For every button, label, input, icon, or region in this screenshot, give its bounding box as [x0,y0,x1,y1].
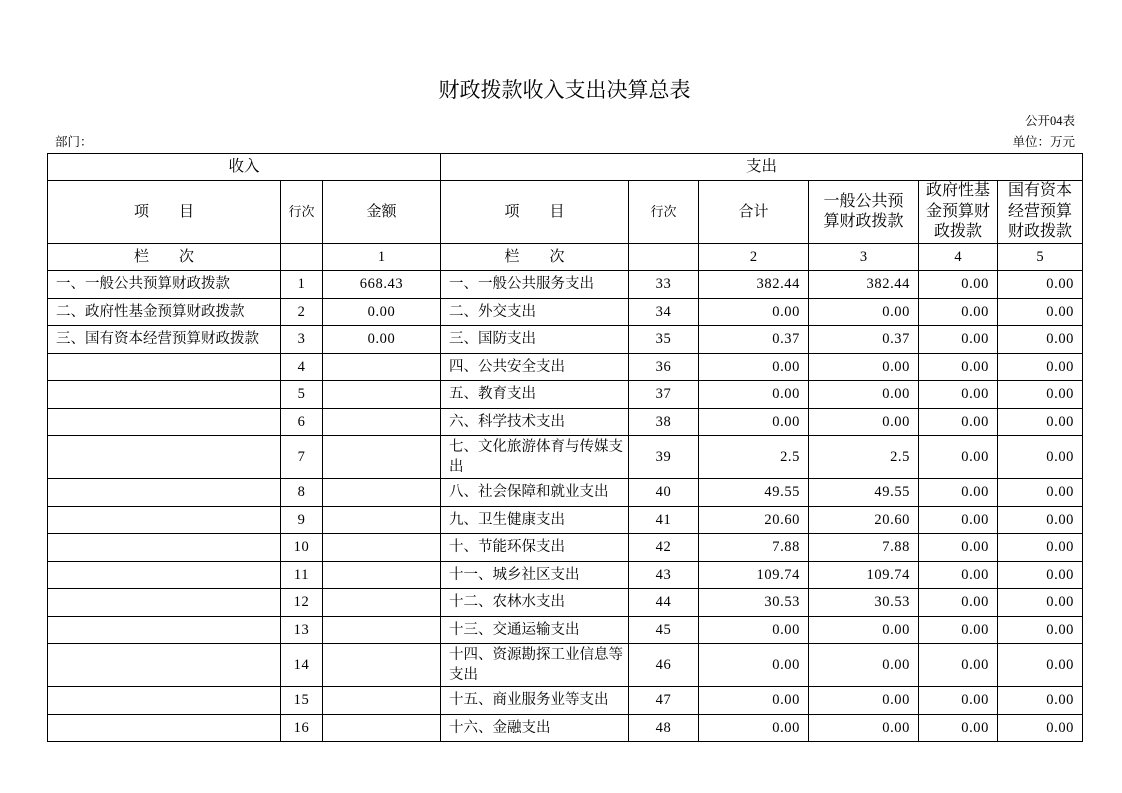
state-capital-cell: 0.00 [998,436,1083,479]
table-row [48,326,1083,354]
total-cell: 0.00 [699,616,809,644]
column-index-1: 1 [323,244,441,271]
gov-fund-cell: 0.00 [919,271,998,299]
expense-column-index-label: 栏 次 [441,244,629,271]
table-row [48,616,1083,644]
total-header: 合计 [699,181,809,244]
income-line-no-header: 行次 [281,181,323,244]
expense-line-no-cell: 37 [629,381,699,409]
income-line-no-cell: 6 [281,408,323,436]
state-capital-cell: 0.00 [998,561,1083,589]
expense-item-cell: 三、国防支出 [441,326,629,354]
expense-line-no-header: 行次 [629,181,699,244]
header-row-columns [48,181,1083,244]
expense-item-cell: 八、社会保障和就业支出 [441,479,629,507]
income-item-cell: 二、政府性基金预算财政拨款 [48,298,281,326]
general-budget-cell: 0.00 [809,381,919,409]
state-capital-cell: 0.00 [998,714,1083,742]
general-budget-cell: 0.00 [809,408,919,436]
gov-fund-cell: 0.00 [919,381,998,409]
column-index-3: 3 [809,244,919,271]
state-capital-cell: 0.00 [998,479,1083,507]
header-row-column-index [48,244,1083,271]
income-item-cell [48,714,281,742]
expense-line-no-cell: 46 [629,644,699,687]
income-line-no-cell: 5 [281,381,323,409]
expense-item-cell: 二、外交支出 [441,298,629,326]
income-item-header: 项 目 [48,181,281,244]
general-budget-cell: 7.88 [809,534,919,562]
table-row [48,436,1083,479]
table-row [48,644,1083,687]
income-amount-cell: 0.00 [323,326,441,354]
income-item-cell [48,408,281,436]
gov-fund-cell: 0.00 [919,687,998,715]
general-budget-cell: 109.74 [809,561,919,589]
state-capital-cell: 0.00 [998,381,1083,409]
expense-item-cell: 四、公共安全支出 [441,353,629,381]
table-row [48,408,1083,436]
department-label: 部门： [55,135,93,149]
income-item-cell [48,687,281,715]
income-item-cell [48,506,281,534]
income-amount-header: 金额 [323,181,441,244]
state-capital-cell: 0.00 [998,616,1083,644]
gov-fund-cell: 0.00 [919,436,998,479]
income-item-cell [48,616,281,644]
income-amount-cell [323,616,441,644]
table-row [48,271,1083,299]
state-capital-cell: 0.00 [998,589,1083,617]
income-item-cell [48,561,281,589]
income-line-no-cell: 13 [281,616,323,644]
table-row [48,298,1083,326]
total-cell: 20.60 [699,506,809,534]
income-line-no-cell: 8 [281,479,323,507]
expense-item-cell: 十六、金融支出 [441,714,629,742]
income-line-no-index-blank [281,244,323,271]
income-line-no-cell: 15 [281,687,323,715]
table-row [48,687,1083,715]
expense-line-no-cell: 43 [629,561,699,589]
total-cell: 0.00 [699,353,809,381]
total-cell: 0.00 [699,644,809,687]
income-item-cell [48,534,281,562]
income-line-no-cell: 12 [281,589,323,617]
gov-fund-cell: 0.00 [919,298,998,326]
table-row [48,534,1083,562]
table-row [48,479,1083,507]
expense-line-no-cell: 35 [629,326,699,354]
expense-line-no-cell: 36 [629,353,699,381]
general-budget-cell: 0.00 [809,616,919,644]
expense-line-no-cell: 40 [629,479,699,507]
total-cell: 0.00 [699,381,809,409]
state-capital-cell: 0.00 [998,271,1083,299]
column-index-4: 4 [919,244,998,271]
income-amount-cell [323,353,441,381]
income-amount-cell [323,534,441,562]
income-line-no-cell: 10 [281,534,323,562]
total-cell: 0.00 [699,408,809,436]
income-line-no-cell: 14 [281,644,323,687]
gov-fund-cell: 0.00 [919,353,998,381]
income-amount-cell [323,714,441,742]
total-cell: 0.00 [699,687,809,715]
income-amount-cell [323,561,441,589]
column-index-2: 2 [699,244,809,271]
general-budget-cell: 0.00 [809,714,919,742]
general-budget-cell: 30.53 [809,589,919,617]
total-cell: 2.5 [699,436,809,479]
state-capital-cell: 0.00 [998,506,1083,534]
state-capital-cell: 0.00 [998,687,1083,715]
expense-item-cell: 十一、城乡社区支出 [441,561,629,589]
table-row [48,561,1083,589]
gov-fund-header [919,181,998,244]
gov-fund-cell: 0.00 [919,534,998,562]
income-section-header: 收入 [48,154,441,181]
gov-fund-cell: 0.00 [919,408,998,436]
expense-item-cell: 五、教育支出 [441,381,629,409]
expense-section-header: 支出 [441,154,1083,181]
income-amount-cell: 668.43 [323,271,441,299]
state-capital-cell: 0.00 [998,408,1083,436]
income-line-no-cell: 16 [281,714,323,742]
form-number: 公开04表 [1024,114,1075,128]
income-item-cell [48,644,281,687]
income-line-no-cell: 9 [281,506,323,534]
income-item-cell [48,353,281,381]
expense-line-no-cell: 33 [629,271,699,299]
total-cell: 7.88 [699,534,809,562]
total-cell: 109.74 [699,561,809,589]
state-capital-cell: 0.00 [998,644,1083,687]
table-body [48,271,1083,742]
column-index-5: 5 [998,244,1083,271]
expense-item-cell: 七、文化旅游体育与传媒支出 [441,436,629,479]
income-item-cell [48,381,281,409]
table-row [48,381,1083,409]
general-budget-cell: 0.37 [809,326,919,354]
general-budget-cell: 2.5 [809,436,919,479]
expense-line-no-cell: 39 [629,436,699,479]
total-cell: 49.55 [699,479,809,507]
final-accounts-table [47,153,1083,742]
gov-fund-cell: 0.00 [919,644,998,687]
table-header [48,154,1083,271]
income-item-cell [48,589,281,617]
income-line-no-cell: 1 [281,271,323,299]
general-budget-cell: 0.00 [809,687,919,715]
table-row [48,353,1083,381]
general-budget-cell: 49.55 [809,479,919,507]
income-amount-cell [323,644,441,687]
table-row [48,589,1083,617]
income-amount-cell [323,687,441,715]
expense-line-no-cell: 47 [629,687,699,715]
expense-item-cell: 一、一般公共服务支出 [441,271,629,299]
state-capital-cell: 0.00 [998,353,1083,381]
unit-label: 单位：万元 [1012,135,1075,149]
income-amount-cell [323,479,441,507]
expense-item-cell: 九、卫生健康支出 [441,506,629,534]
income-item-cell: 三、国有资本经营预算财政拨款 [48,326,281,354]
income-item-cell [48,479,281,507]
expense-item-cell: 十、节能环保支出 [441,534,629,562]
gov-fund-cell: 0.00 [919,561,998,589]
expense-line-no-cell: 41 [629,506,699,534]
income-column-index-label: 栏 次 [48,244,281,271]
general-budget-cell: 0.00 [809,353,919,381]
expense-line-no-cell: 38 [629,408,699,436]
expense-line-no-cell: 45 [629,616,699,644]
expense-line-no-cell: 44 [629,589,699,617]
income-amount-cell [323,436,441,479]
general-budget-header [809,181,919,244]
expense-line-no-cell: 34 [629,298,699,326]
report-title: 财政拨款收入支出决算总表 [438,78,691,102]
total-cell: 382.44 [699,271,809,299]
table-row [48,506,1083,534]
income-amount-cell [323,506,441,534]
state-capital-header-label: 国有资本经营预算财政拨款 [1008,182,1073,241]
gov-fund-cell: 0.00 [919,616,998,644]
state-capital-cell: 0.00 [998,326,1083,354]
income-line-no-cell: 4 [281,353,323,381]
income-line-no-cell: 7 [281,436,323,479]
expense-line-no-index-blank [629,244,699,271]
expense-line-no-cell: 42 [629,534,699,562]
expense-line-no-cell: 48 [629,714,699,742]
expense-item-cell: 六、科学技术支出 [441,408,629,436]
expense-item-cell: 十三、交通运输支出 [441,616,629,644]
income-amount-cell [323,381,441,409]
income-item-cell [48,436,281,479]
state-capital-header [998,181,1083,244]
table-row [48,714,1083,742]
gov-fund-cell: 0.00 [919,714,998,742]
general-budget-cell: 0.00 [809,644,919,687]
gov-fund-header-label: 政府性基金预算财政拨款 [926,182,991,241]
income-item-cell: 一、一般公共预算财政拨款 [48,271,281,299]
total-cell: 0.00 [699,714,809,742]
income-amount-cell [323,589,441,617]
general-budget-cell: 382.44 [809,271,919,299]
gov-fund-cell: 0.00 [919,479,998,507]
gov-fund-cell: 0.00 [919,589,998,617]
header-row-groups [48,154,1083,181]
general-budget-cell: 0.00 [809,298,919,326]
state-capital-cell: 0.00 [998,534,1083,562]
income-line-no-cell: 11 [281,561,323,589]
general-budget-header-label: 一般公共预算财政拨款 [823,192,904,230]
gov-fund-cell: 0.00 [919,326,998,354]
expense-item-cell: 十五、商业服务业等支出 [441,687,629,715]
expense-item-header: 项 目 [441,181,629,244]
income-amount-cell [323,408,441,436]
total-cell: 0.00 [699,298,809,326]
total-cell: 0.37 [699,326,809,354]
general-budget-cell: 20.60 [809,506,919,534]
expense-item-cell: 十四、资源勘探工业信息等支出 [441,644,629,687]
gov-fund-cell: 0.00 [919,506,998,534]
state-capital-cell: 0.00 [998,298,1083,326]
income-line-no-cell: 3 [281,326,323,354]
total-cell: 30.53 [699,589,809,617]
income-line-no-cell: 2 [281,298,323,326]
expense-item-cell: 十二、农林水支出 [441,589,629,617]
income-amount-cell: 0.00 [323,298,441,326]
